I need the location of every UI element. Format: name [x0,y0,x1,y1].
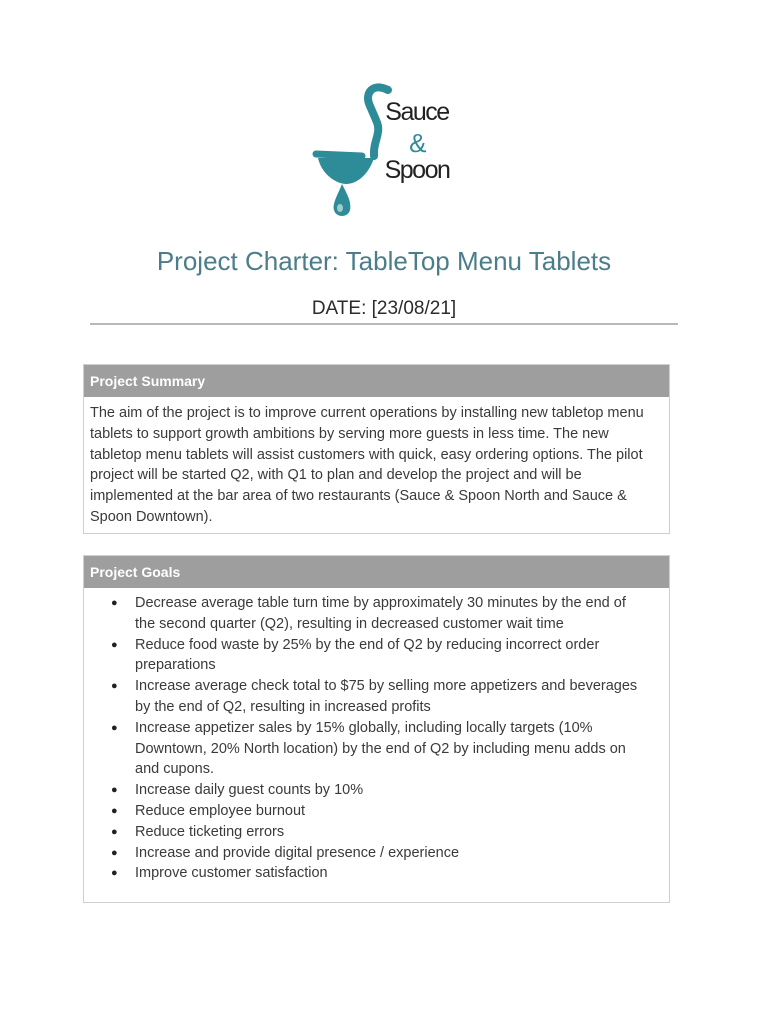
list-item [111,843,649,864]
list-item [111,780,649,801]
goal-text: Reduce ticketing errors [135,823,285,840]
sauce-and-spoon-logo [312,80,452,220]
goal-text: Increase average check total to $75 by selling more appetizers and beverages by the end of Q2, resulting in increased profits [135,678,638,715]
list-item [111,801,649,822]
project-goals-heading: Project Goals [84,556,669,588]
list-item [111,863,649,884]
list-item [111,676,649,718]
logo-word-sauce: Sauce [385,98,449,126]
goal-text: Reduce food waste by 25% by the end of Q2 by reducing incorrect order preparations [135,636,600,674]
bullet-icon: ● [111,846,118,859]
goal-text: Increase and provide digital presence / experience [135,844,460,861]
list-item [111,635,649,677]
project-summary-section [83,364,670,534]
logo-word-spoon: Spoon [384,156,450,184]
goal-text: Reduce employee burnout [135,802,306,819]
title-divider [90,323,678,325]
logo-ampersand: & [409,128,425,158]
bullet-icon: ● [111,721,118,734]
bullet-icon: ● [111,784,118,797]
project-summary-text: The aim of the project is to improve current operations by installing new tabletop menu tablets to support growth ambitions by serving more guests in less time. The new tabletop menu tablets will assist customers with quick, easy ordering options. The pilot project will be started Q2, with Q1 to plan and develop the project and will be implemented at the bar area of two restaurants (Sauce & Spoon North and Sauce & Spoon Downtown). [90,405,644,525]
project-summary-heading: Project Summary [84,365,669,397]
list-item [111,822,649,843]
bullet-icon: ● [111,825,118,838]
bullet-icon: ● [111,597,118,609]
bullet-icon: ● [111,638,118,651]
list-item [111,718,649,780]
list-item [111,593,649,635]
bullet-icon: ● [111,804,118,817]
document-date: DATE: [23/08/21] [311,298,457,319]
goal-text: Increase daily guest counts by 10% [135,782,364,799]
goal-text: Improve customer satisfaction [135,865,328,882]
bullet-icon: ● [111,867,118,880]
project-goals-list [84,588,669,884]
goal-text: Decrease average table turn time by approximately 30 minutes by the end of the second quarter (Q2), resulting in decreased customer wait time [135,595,626,632]
page-title: Project Charter: TableTop Menu Tablets [156,246,612,276]
project-goals-section [83,555,670,903]
goal-text: Increase appetizer sales by 15% globally, including locally targets (10% Downtown, 20% North location) by the end of Q2 by including menu adds on and cupons. [135,719,626,778]
bullet-icon: ● [111,680,118,693]
